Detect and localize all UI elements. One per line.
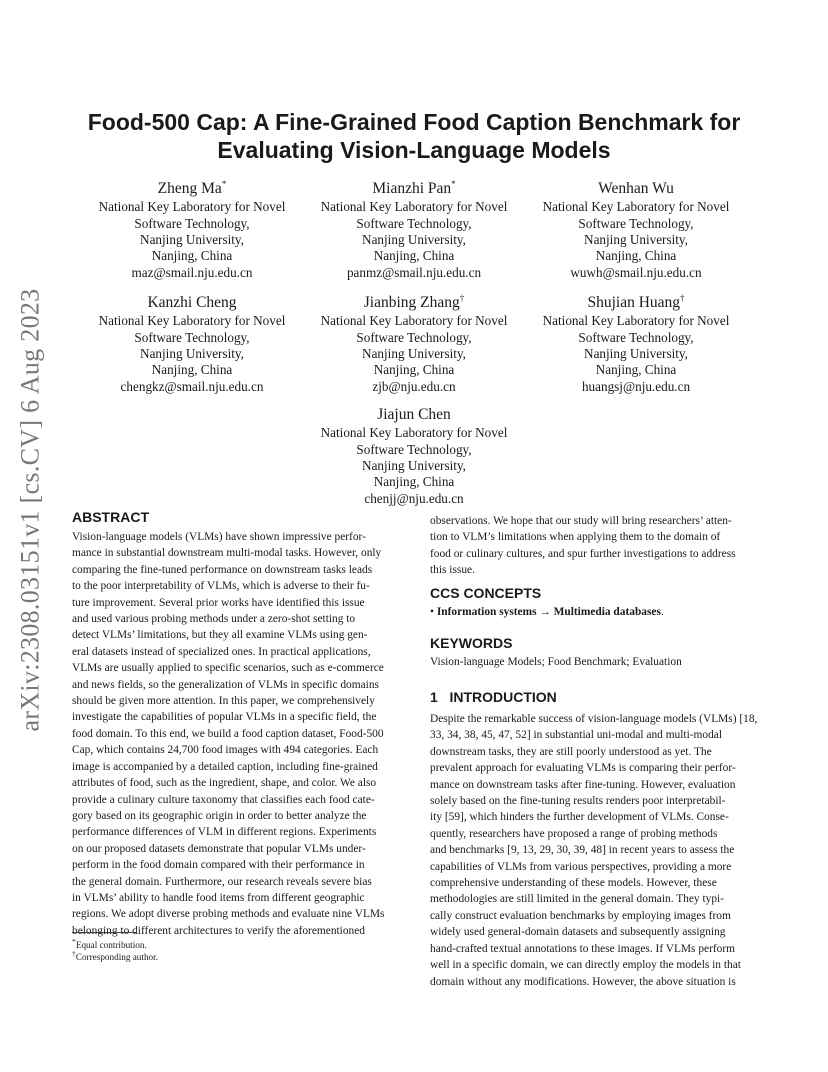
author-affiliation: National Key Laboratory for Novel xyxy=(320,199,508,215)
footnote-corresponding: †Corresponding author. xyxy=(72,949,158,963)
text-line: eral datasets instead of specialized ones. In practical applications, xyxy=(72,645,371,658)
author-affiliation: Software Technology, xyxy=(356,215,472,231)
keywords-text: Vision-language Models; Food Benchmark; Evaluation xyxy=(430,656,682,668)
text-line: perform in the food domain compared with their performance in xyxy=(72,859,365,872)
title-line: Food-500 Cap: A Fine-Grained Food Caption Benchmark for xyxy=(87,109,741,135)
author-affiliation: Nanjing, China xyxy=(595,362,677,378)
text-line: gory based on its geographic origin in order to better analyze the xyxy=(72,809,367,822)
text-line: image is accompanied by a detailed caption, including fine-grained xyxy=(72,760,378,773)
text-line: and benchmarks [9, 13, 29, 30, 39, 48] in recent years to assess the xyxy=(430,844,735,857)
author-email[interactable]: zjb@nju.edu.cn xyxy=(372,378,456,394)
author-affiliation: Software Technology, xyxy=(356,441,472,457)
text-line: on our proposed datasets demonstrate that popular VLMs under- xyxy=(72,842,366,855)
text-line: widely used general-domain datasets and subsequently assigning xyxy=(430,926,726,939)
text-line: Vision-language models (VLMs) have shown impressive perfor- xyxy=(72,531,366,543)
author-affiliation: Software Technology, xyxy=(134,215,250,231)
text-line: methodologies are still limited in the general domain. They typi- xyxy=(430,893,724,906)
text-line: should be given more attention. In this paper, we comprehensively xyxy=(72,695,375,708)
arxiv-stamp: arXiv:2308.03151v1 [cs.CV] 6 Aug 2023 xyxy=(15,288,44,732)
author-name: Shujian Huang† xyxy=(587,293,685,312)
text-line: VLMs are usually applied to specific scenarios, such as e-commerce xyxy=(72,662,384,675)
text-line: mance on downstream tasks after fine-tuning. However, evaluation xyxy=(430,778,736,791)
author-affiliation: National Key Laboratory for Novel xyxy=(320,313,508,329)
intro-heading: 1 INTRODUCTION xyxy=(430,689,557,705)
author-card xyxy=(77,175,307,281)
author-affiliation: Nanjing University, xyxy=(362,457,466,473)
author-affiliation: Nanjing, China xyxy=(151,362,233,378)
text-line: provide a culinary culture taxonomy that classifies each food cate- xyxy=(72,793,375,806)
footnote-equal: *Equal contribution. xyxy=(72,937,147,951)
author-affiliation: Nanjing, China xyxy=(595,248,677,264)
text-line: observations. We hope that our study will bring researchers’ atten- xyxy=(430,515,732,527)
text-line: ity [59], which hinders the further development of VLMs. Conse- xyxy=(430,811,729,824)
text-line: comparing the fine-tuned performance on downstream tasks leads xyxy=(72,563,373,576)
abstract-heading: ABSTRACT xyxy=(72,509,149,525)
title-line: Evaluating Vision-Language Models xyxy=(217,137,611,163)
author-affiliation: National Key Laboratory for Novel xyxy=(542,313,730,329)
author-email[interactable]: panmz@smail.nju.edu.cn xyxy=(346,264,482,280)
text-line: downstream tasks, they are still poorly understood as yet. The xyxy=(430,745,712,758)
text-line: capabilities of VLMs from various perspectives, providing a more xyxy=(430,860,732,873)
author-affiliation: Software Technology, xyxy=(356,329,472,345)
text-line: and news fields, so the generalization of VLMs in specific domains xyxy=(72,678,379,691)
text-line: well in a specific domain, we can directly employ the models in that xyxy=(430,959,741,972)
author-affiliation: Nanjing University, xyxy=(362,345,466,361)
abstract-continuation xyxy=(430,513,758,579)
text-line: this issue. xyxy=(430,564,475,577)
author-name: Jianbing Zhang† xyxy=(363,293,465,312)
author-affiliation: Nanjing, China xyxy=(373,474,455,490)
intro-text xyxy=(430,711,760,990)
text-line: belonging to different architectures to verify the aforementioned xyxy=(72,924,365,937)
text-line: detect VLMs’ limitations, but they all examine VLMs using gen- xyxy=(72,629,368,642)
text-line: performance differences of VLM in different regions. Experiments xyxy=(72,826,377,839)
author-affiliation: Nanjing, China xyxy=(373,248,455,264)
text-line: cally construct evaluation benchmarks by employing images from xyxy=(430,909,731,922)
author-affiliation: Nanjing University, xyxy=(140,231,244,247)
text-line: ture improvement. Several prior works have identified this issue xyxy=(72,596,365,609)
author-affiliation: Software Technology, xyxy=(134,329,250,345)
text-line: hand-crafted textual annotations to these images. If VLMs perform xyxy=(430,942,736,955)
author-affiliation: Nanjing University, xyxy=(584,345,688,361)
author-name: Mianzhi Pan* xyxy=(372,179,456,198)
author-affiliation: Software Technology, xyxy=(578,215,694,231)
text-line: and used various probing methods under a zero-shot setting to xyxy=(72,613,356,626)
text-line: investigate the capabilities of popular VLMs in a specific field, the xyxy=(72,711,377,724)
author-email[interactable]: maz@smail.nju.edu.cn xyxy=(131,264,253,280)
author-affiliation: Nanjing, China xyxy=(373,362,455,378)
author-affiliation: National Key Laboratory for Novel xyxy=(320,425,508,441)
text-line: solely based on the fine-tuning results renders poor interpretabil- xyxy=(430,795,726,808)
ccs-heading: CCS CONCEPTS xyxy=(430,585,542,601)
author-email[interactable]: chengkz@smail.nju.edu.cn xyxy=(120,378,264,394)
text-line: domain without any modifications. However, the above situation is xyxy=(430,975,736,988)
text-line: prevalent approach for evaluating VLMs is comparing their perfor- xyxy=(430,762,736,775)
author-card xyxy=(299,289,529,395)
author-card xyxy=(77,289,307,395)
author-affiliation: National Key Laboratory for Novel xyxy=(98,199,286,215)
text-line: to the poor interpretability of VLMs, which is adverse to their fu- xyxy=(72,580,370,593)
author-card xyxy=(299,401,529,507)
text-line: 33, 34, 38, 45, 47, 52] in substantial uni-modal and multi-modal xyxy=(430,729,723,742)
paper-title xyxy=(60,108,768,164)
author-email[interactable]: chenjj@nju.edu.cn xyxy=(364,490,464,506)
author-card xyxy=(521,175,751,281)
text-line: food or culinary cultures, and spur further investigations to address xyxy=(430,547,736,560)
text-line: mance in substantial downstream multi-modal tasks. However, only xyxy=(72,547,382,560)
text-line: Despite the remarkable success of vision-language models (VLMs) [18, xyxy=(430,713,758,725)
author-name: Jiajun Chen xyxy=(377,406,451,424)
text-line: attributes of food, such as the ingredient, shape, and color. We also xyxy=(72,777,377,790)
author-name: Zheng Ma* xyxy=(157,179,227,198)
author-affiliation: Nanjing University, xyxy=(584,231,688,247)
author-email[interactable]: wuwh@smail.nju.edu.cn xyxy=(570,264,702,280)
author-affiliation: Nanjing University, xyxy=(140,345,244,361)
text-line: comprehensive understanding of these models. However, these xyxy=(430,877,717,890)
text-line: in VLMs’ ability to handle food items from different geographic xyxy=(72,891,365,904)
text-line: the general domain. Furthermore, our research reveals severe bias xyxy=(72,875,372,888)
author-affiliation: National Key Laboratory for Novel xyxy=(98,313,286,329)
author-affiliation: Nanjing, China xyxy=(151,248,233,264)
text-line: quently, researchers have proposed a range of probing methods xyxy=(430,827,718,840)
text-line: regions. We adopt diverse probing methods and evaluate nine VLMs xyxy=(72,908,385,921)
keywords-heading: KEYWORDS xyxy=(430,635,513,651)
author-affiliation: Software Technology, xyxy=(578,329,694,345)
text-line: Cap, which contains 24,700 food images with 494 categories. Each xyxy=(72,744,379,757)
author-name: Wenhan Wu xyxy=(598,180,674,198)
abstract-text xyxy=(72,529,400,939)
author-affiliation: National Key Laboratory for Novel xyxy=(542,199,730,215)
author-card xyxy=(521,289,751,395)
author-name: Kanzhi Cheng xyxy=(147,294,237,312)
text-line: tion to VLM’s limitations when applying them to the domain of xyxy=(430,531,721,544)
author-affiliation: Nanjing University, xyxy=(362,231,466,247)
ccs-text: • Information systems → Multimedia databases. xyxy=(430,606,664,618)
author-card xyxy=(299,175,529,281)
author-email[interactable]: huangsj@nju.edu.cn xyxy=(581,378,691,394)
text-line: food domain. To this end, we build a food caption dataset, Food-500 xyxy=(72,727,384,740)
footnote-rule xyxy=(72,932,137,933)
